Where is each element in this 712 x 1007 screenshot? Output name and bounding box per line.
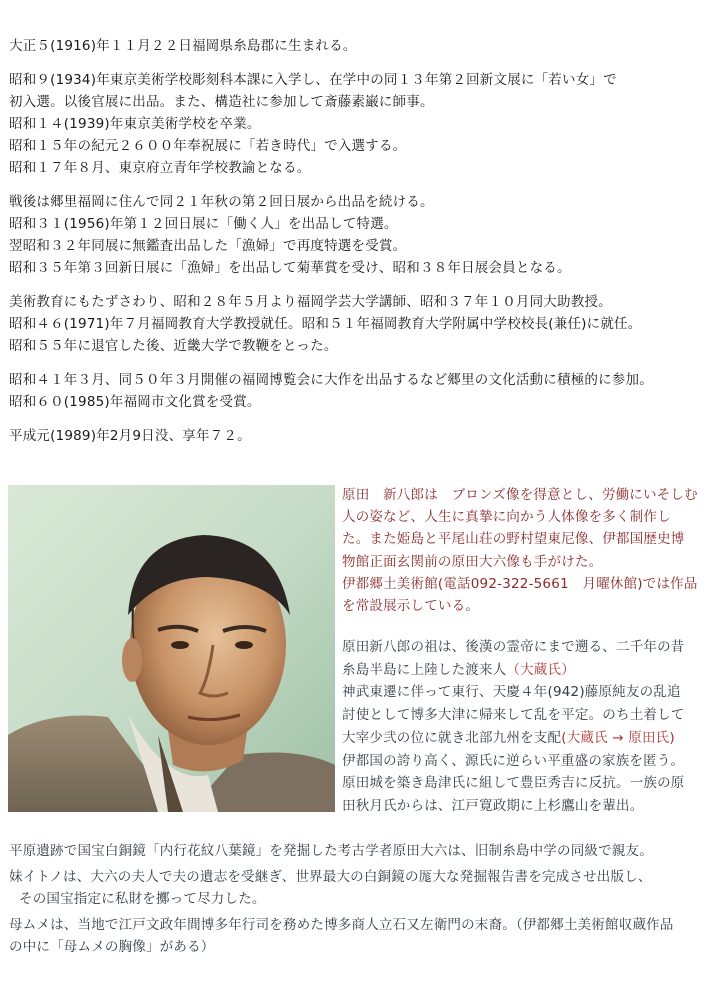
portrait-image [8, 485, 335, 812]
caption-line: 原田 新八郎は ブロンズ像を得意とし、労働にいそしむ [342, 487, 698, 503]
biography-paragraph [9, 69, 709, 179]
biography-line: 昭和４６(1971)年７月福岡教育大学教授就任。昭和５１年福岡教育大学附属中学校校長(兼任)に就任。 [9, 316, 642, 332]
lineage-line [342, 750, 708, 773]
biography-line: 昭和３５年第３回新日展に「漁婦」を出品して菊華賞を受け、昭和３８年日展会員となる。 [9, 260, 571, 276]
family-lineage-text [342, 636, 708, 818]
biography-paragraph [9, 291, 709, 357]
biography-line: 平成元(1989)年2月9日没、享年７２。 [9, 428, 251, 444]
biography-line: 昭和９(1934)年東京美術学校彫刻科本課に入学し、在学中の同１３年第２回新文展に「若い女」で [9, 72, 617, 88]
footer-line-4: 母ムメは、当地で江戸文政年間博多年行司を務めた博多商人立石又左衛門の末裔。（伊都郷土美術館収蔵作品 [9, 917, 674, 933]
portrait-caption [342, 484, 708, 617]
biography-line: 昭和１５年の紀元２６００年奉祝展に「若き時代」で入選する。 [9, 138, 407, 154]
biography-line: 昭和６０(1985)年福岡市文化賞を受賞。 [9, 394, 261, 410]
lineage-text: 伊都国の誇り高く、源氏に逆らい平重盛の家族を匿う。 [342, 752, 685, 769]
biography-line: 戦後は郷里福岡に住んで同２１年秋の第２回日展から出品を続ける。 [9, 194, 434, 210]
biography-line: 昭和４１年３月、同５０年３月開催の福岡博覧会に大作を出品するなど郷里の文化活動に積極的に参加。 [9, 372, 653, 388]
biography-line: 昭和１７年８月、東京府立青年学校教諭となる。 [9, 160, 311, 176]
biography-text [9, 35, 709, 459]
footer-line-2: 妹イトノは、大六の夫人で夫の遺志を受継ぎ、世界最大の白銅鏡の厖大な発掘報告書を完成させ出版し、 [9, 869, 652, 885]
lineage-text: 原田城を築き島津氏に組して豊臣秀吉に反抗。一族の原 [342, 775, 685, 792]
biography-line: 昭和３１(1956)年第１２回日展に「働く人」を出品して特選。 [9, 216, 398, 232]
lineage-text: 討使として博多大津に帰来して乱を平定。のち土着して [342, 707, 685, 724]
caption-line: 人の姿など、人生に真摯に向かう人体像を多く制作し [342, 509, 671, 526]
lineage-text: 原田新八郎の祖は、後漢の霊帝にまで遡る、二千年の昔 [342, 639, 685, 655]
caption-line: た。また姫島と平尾山荘の野村望東尼像、伊都国歴史博 [342, 531, 685, 548]
lineage-text: 神武東遷に伴って東行、天慶４年(942)藤原純友の乱追 [342, 684, 681, 701]
lineage-line [342, 795, 708, 818]
biography-line: 昭和５５年に退官した後、近畿大学で教鞭をとった。 [9, 338, 338, 354]
biography-line: 大正５(1916)年１１月２２日福岡県糸島郡に生まれる。 [9, 38, 357, 54]
portrait-photo [8, 485, 335, 812]
lineage-text: 糸島半島に上陸した渡来人 [342, 661, 507, 678]
biography-paragraph [9, 35, 709, 57]
footer-line-3: その国宝指定に私財を擲って尽力した。 [19, 891, 266, 907]
lineage-line [342, 704, 708, 727]
caption-line: 物館正面玄関前の原田大六像も手がけた。 [342, 553, 603, 570]
biography-line: 昭和１４(1939)年東京美術学校を卒業。 [9, 116, 261, 132]
lineage-line [342, 772, 708, 795]
lineage-line [342, 727, 708, 750]
caption-line: 伊都郷土美術館(電話092-322-5661 月曜休館)では作品 [342, 575, 698, 592]
family-notes [9, 840, 709, 958]
lineage-line [342, 681, 708, 704]
biography-line: 美術教育にもたずさわり、昭和２８年５月より福岡学芸大学講師、昭和３７年１０月同大助教授。 [9, 294, 612, 310]
biography-paragraph [9, 369, 709, 413]
biography-line: 初入選。以後官展に出品。また、構造社に参加して斎藤素巌に師事。 [9, 94, 434, 110]
lineage-line [342, 636, 708, 659]
footer-line-1: 平原遺跡で国宝白銅鏡「内行花紋八葉鏡」を発掘した考古学者原田大六は、旧制糸島中学の同級で親友。 [9, 843, 653, 859]
biography-paragraph [9, 191, 709, 279]
biography-paragraph [9, 425, 709, 447]
lineage-highlight: (大蔵氏 → 原田氏) [561, 729, 675, 746]
lineage-highlight: （大蔵氏） [506, 661, 575, 678]
lineage-text: 田秋月氏からは、江戸寛政期に上杉鷹山を輩出。 [342, 797, 644, 814]
lineage-text: 大宰少弐の位に就き北部九州を支配 [342, 729, 562, 746]
footer-line-5: の中に「母ムメの胸像」がある） [9, 939, 215, 955]
biography-line: 翌昭和３２年同展に無鑑査出品した「漁婦」で再度特選を受賞。 [9, 238, 407, 254]
caption-line: を常設展示している。 [342, 598, 479, 615]
lineage-line [342, 659, 708, 682]
